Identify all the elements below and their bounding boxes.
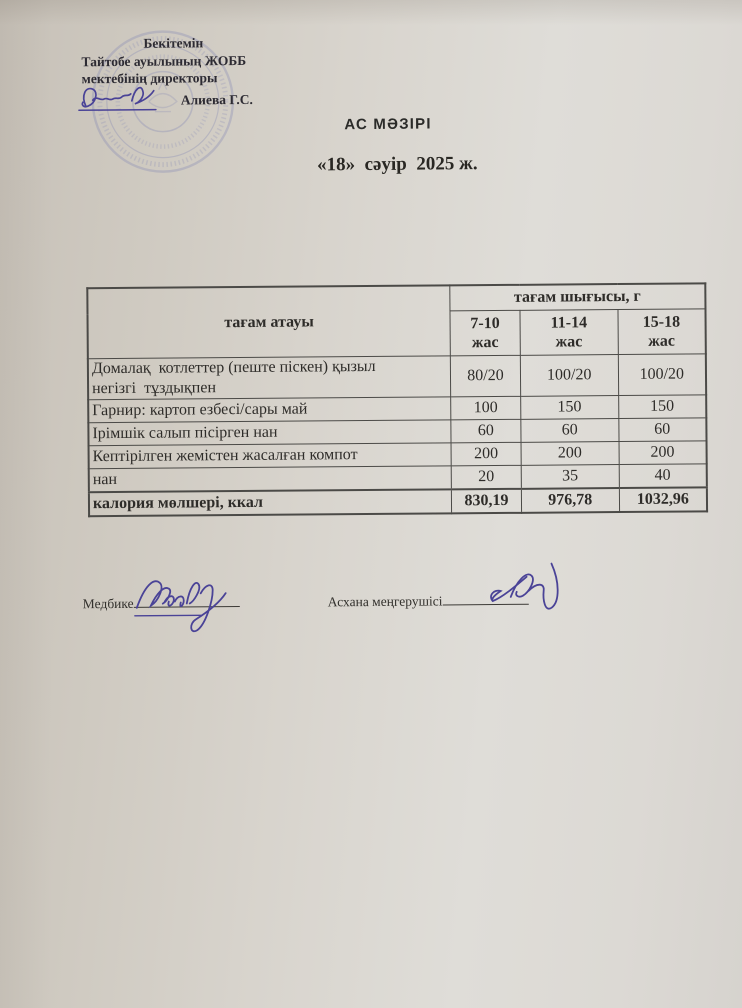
dish-name: нан (89, 466, 452, 492)
dish-name: Домалақ котлеттер (пеште піскен) қызыл негізгі тұздықпен (88, 356, 451, 400)
dish-name: Ірімшік салып пісірген нан (88, 420, 451, 446)
col-header-age-11-14: 11-14 жас (520, 310, 618, 356)
col-header-dish: тағам атауы (87, 285, 450, 358)
nurse-signature (130, 563, 239, 642)
portion-15-18: 100/20 (618, 354, 706, 396)
calories-11-14: 976,78 (521, 488, 619, 513)
approval-block (81, 34, 266, 115)
portion-15-18: 150 (618, 395, 706, 419)
calories-label: калория мөлшері, ккал (89, 489, 452, 516)
col-header-age-15-18: 15-18 жас (618, 309, 706, 355)
portion-7-10: 200 (451, 442, 521, 466)
portion-7-10: 80/20 (450, 355, 520, 397)
portion-7-10: 60 (451, 419, 521, 443)
director-name: Алиева Г.С. (180, 91, 253, 107)
canteen-manager-label: Асхана меңгерушісі (327, 593, 443, 610)
page-title: АС МӘЗІРІ (344, 115, 432, 134)
calories-total-row (89, 487, 707, 516)
portion-15-18: 40 (619, 464, 707, 488)
director-signature (77, 79, 172, 118)
school-name: Тайтобе ауылының ЖОББ (81, 52, 247, 69)
nurse-label: Медбике (82, 595, 134, 612)
calories-15-18: 1032,96 (619, 487, 707, 512)
col-header-output-group: тағам шығысы, г (450, 283, 706, 311)
director-signature-row (82, 87, 266, 114)
portion-11-14: 200 (521, 442, 619, 466)
portion-7-10: 100 (451, 396, 521, 420)
portion-11-14: 100/20 (520, 355, 618, 397)
dish-name: Гарнир: картоп езбесі/сары май (88, 397, 451, 423)
portion-15-18: 200 (619, 441, 707, 465)
portion-7-10: 20 (451, 465, 521, 489)
portion-11-14: 150 (521, 396, 619, 420)
menu-date: «18» сәуір 2025 ж. (317, 153, 478, 176)
menu-table (86, 282, 708, 517)
portion-15-18: 60 (618, 418, 706, 442)
approval-word: Бекітемін (143, 35, 204, 51)
portion-11-14: 60 (521, 419, 619, 443)
dish-name: Кептірілген жемістен жасалған компот (89, 443, 452, 469)
table-row (88, 354, 706, 400)
calories-7-10: 830,19 (451, 489, 521, 514)
director-title: мектебінің директоры (81, 70, 218, 87)
portion-11-14: 35 (521, 465, 619, 489)
canteen-manager-signature (484, 554, 595, 625)
col-header-age-7-10: 7-10 жас (450, 310, 520, 356)
